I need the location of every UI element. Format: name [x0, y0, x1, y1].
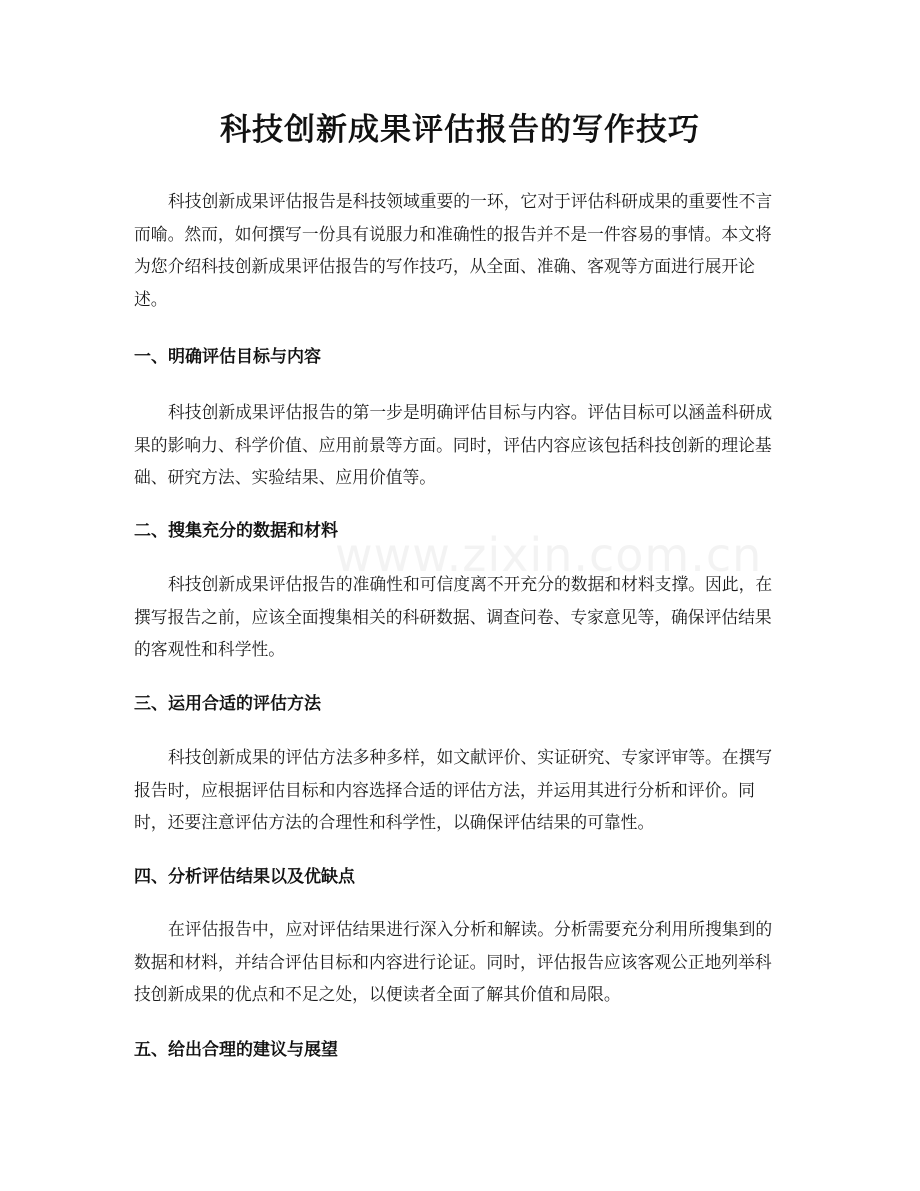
- section-2-paragraph: 科技创新成果评估报告的准确性和可信度离不开充分的数据和材料支撑。因此，在撰写报告之前，应该全面搜集相关的科研数据、调查问卷、专家意见等，确保评估结果的客观性和科学性。: [134, 574, 773, 659]
- section-3-heading: 三、运用合适的评估方法: [134, 694, 321, 714]
- watermark: www.zixin.com.cn: [335, 528, 763, 582]
- intro-paragraph: 科技创新成果评估报告是科技领域重要的一环，它对于评估科研成果的重要性不言而喻。然而，如何撰写一份具有说服力和准确性的报告并不是一件容易的事情。本文将为您介绍科技创新成果评估报告的写作技巧，从全面、准确、客观等方面进行展开论述。: [134, 191, 773, 309]
- section-2-heading: 二、搜集充分的数据和材料: [134, 521, 338, 541]
- section-1-heading: 一、明确评估目标与内容: [134, 347, 321, 367]
- section-1-paragraph: 科技创新成果评估报告的第一步是明确评估目标与内容。评估目标可以涵盖科研成果的影响力、科学价值、应用前景等方面。同时，评估内容应该包括科技创新的理论基础、研究方法、实验结果、应用价值等。: [134, 402, 773, 487]
- section-4-paragraph: 在评估报告中，应对评估结果进行深入分析和解读。分析需要充分利用所搜集到的数据和材料，并结合评估目标和内容进行论证。同时，评估报告应该客观公正地列举科技创新成果的优点和不足之处，以便读者全面了解其价值和局限。: [134, 919, 773, 1004]
- document-title: 科技创新成果评估报告的写作技巧: [220, 112, 700, 148]
- section-5-heading: 五、给出合理的建议与展望: [134, 1040, 338, 1060]
- section-3-paragraph: 科技创新成果的评估方法多种多样，如文献评价、实证研究、专家评审等。在撰写报告时，应根据评估目标和内容选择合适的评估方法，并运用其进行分析和评价。同时，还要注意评估方法的合理性和科学性，以确保评估结果的可靠性。: [134, 747, 773, 832]
- section-4-heading: 四、分析评估结果以及优缺点: [134, 867, 355, 887]
